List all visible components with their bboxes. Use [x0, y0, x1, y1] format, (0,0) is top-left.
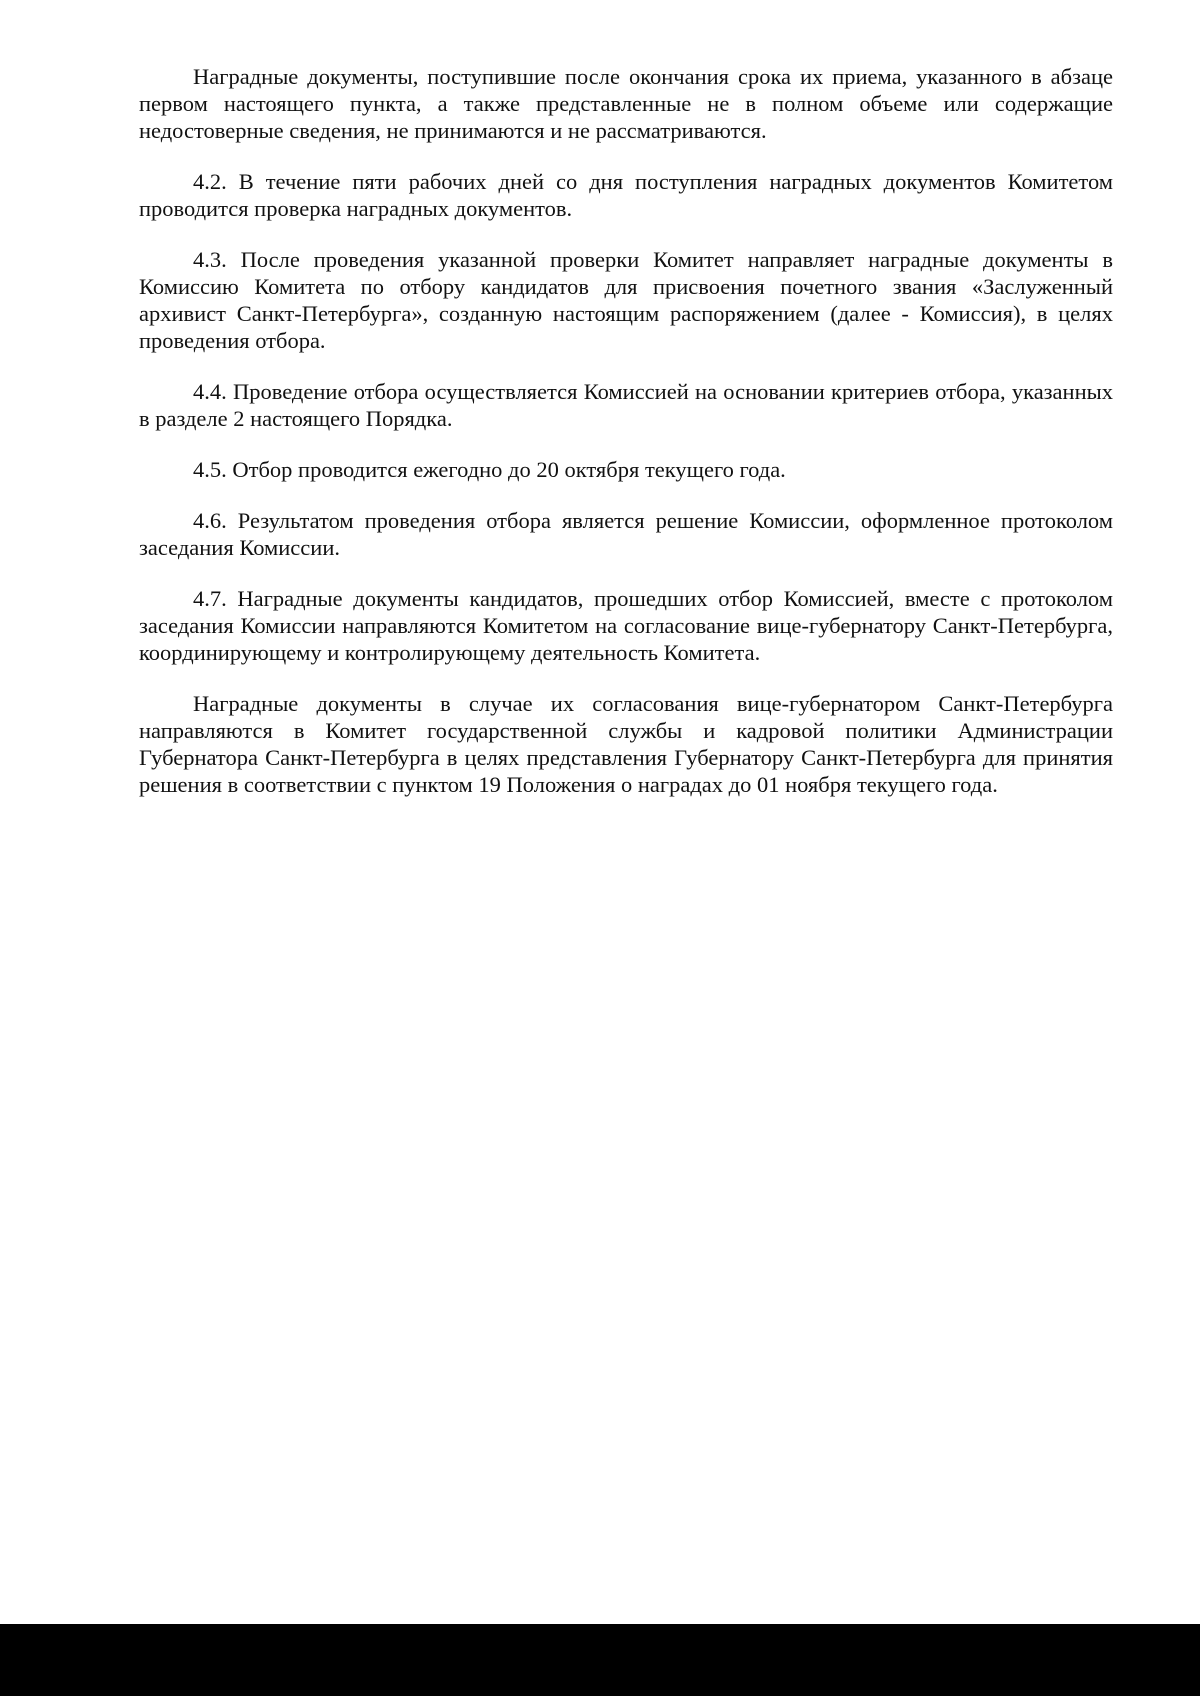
scan-bottom-border [0, 1624, 1200, 1696]
paragraph-4-7: 4.7. Наградные документы кандидатов, прошедших отбор Комиссией, вместе с протоколом заседания Комиссии направляются Комитетом на согласование вице-губернатору Санкт-Петербурга, координирующему и контролирующему деятельность Комитета. [139, 586, 1113, 665]
paragraph-4-5: 4.5. Отбор проводится ежегодно до 20 октября текущего года. [193, 457, 786, 482]
paragraph-4-2: 4.2. В течение пяти рабочих дней со дня поступления наградных документов Комитетом проводится проверка наградных документов. [139, 169, 1113, 221]
paragraph-4-6: 4.6. Результатом проведения отбора является решение Комиссии, оформленное протоколом заседания Комиссии. [139, 508, 1113, 560]
document-body [139, 63, 1113, 822]
paragraph-late-documents: Наградные документы, поступившие после окончания срока их приема, указанного в абзаце первом настоящего пункта, а также представленные не в полном объеме или содержащие недостоверные сведения, не принимаются и не рассматриваются. [139, 64, 1113, 143]
paragraph-4-4: 4.4. Проведение отбора осуществляется Комиссией на основании критериев отбора, указанных в разделе 2 настоящего Порядка. [139, 379, 1113, 431]
paragraph-4-3: 4.3. После проведения указанной проверки Комитет направляет наградные документы в Комиссию Комитета по отбору кандидатов для присвоения почетного звания «Заслуженный архивист Санкт-Петербурга», созданную настоящим распоряжением (далее - Комиссия), в целях проведения отбора. [139, 247, 1113, 353]
paragraph-approval: Наградные документы в случае их согласования вице-губернатором Санкт-Петербурга направляются в Комитет государственной службы и кадровой политики Администрации Губернатора Санкт-Петербурга в целях представления Губернатору Санкт-Петербурга для принятия решения в соответствии с пунктом 19 Положения о наградах до 01 ноября текущего года. [139, 691, 1113, 797]
